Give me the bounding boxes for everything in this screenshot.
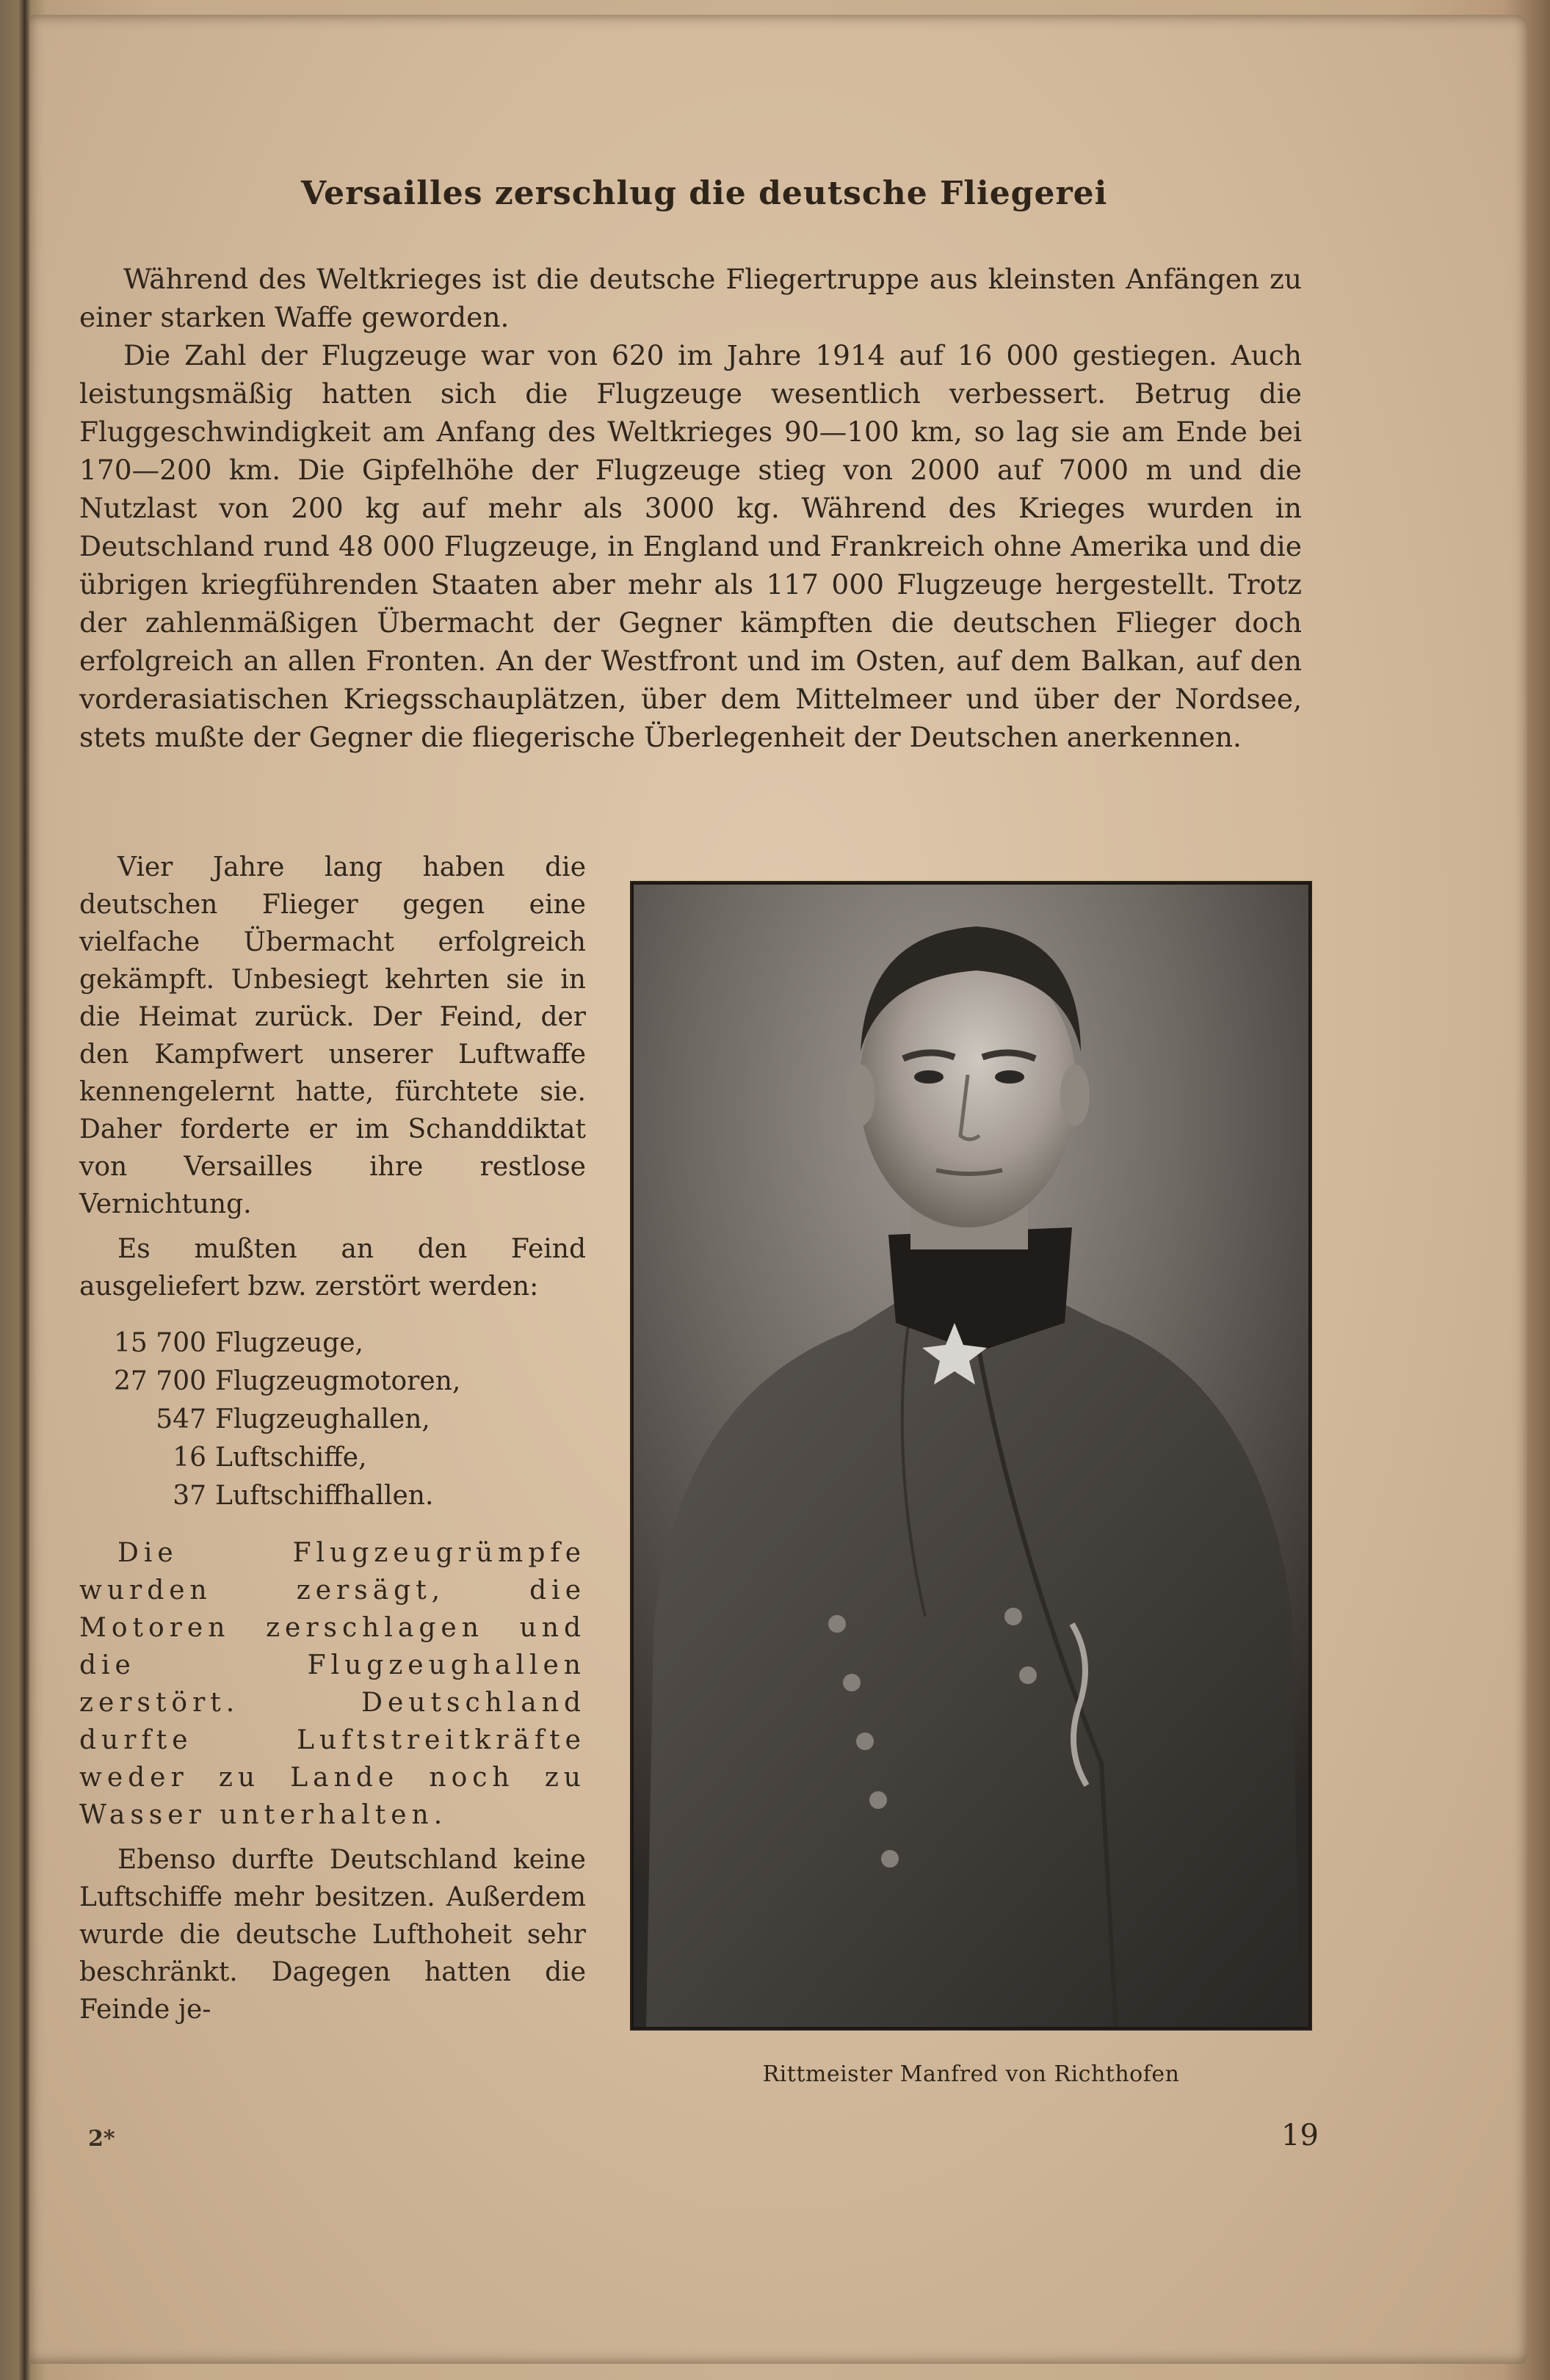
list-item xyxy=(79,1324,586,1363)
list-item xyxy=(79,1439,586,1477)
destruction-list xyxy=(79,1324,586,1515)
left-paragraph-3: Die Flugzeugrümpfe wurden zersägt, die Motoren zerschlagen und die Flugzeughallen zerstört. Deutschland durfte Luftstreitkräfte weder zu Lande noch zu Wasser unterhalten. xyxy=(79,1538,586,1830)
list-item xyxy=(79,1401,586,1439)
intro-paragraph-2: Die Zahl der Flugzeuge war von 620 im Jahre 1914 auf 16 000 gestiegen. Auch leistungsmäßig hatten sich die Flugzeuge wesentlich verbessert. Betrug die Fluggeschwindigkeit am Anfang des Weltkrieges 90—100 km, so lag sie am Ende bei 170—200 km. Die Gipfelhöhe der Flugzeuge stieg von 2000 auf 7000 m und die Nutzlast von 200 kg auf mehr als 3000 kg. Während des Krieges wurden in Deutschland rund 48 000 Flugzeuge, in England und Frankreich ohne Amerika und die übrigen kriegführenden Staaten aber mehr als 117 000 Flugzeuge hergestellt. Trotz der zahlenmäßigen Übermacht der Gegner kämpften die deutschen Flieger doch erfolgreich an allen Fronten. An der Westfront und im Osten, auf dem Balkan, auf den vorderasiatischen Kriegsschauplätzen, über dem Mittelmeer und über der Nordsee, stets mußte der Gegner die fliegerische Überlegenheit der Deutschen anerkennen. xyxy=(79,339,1302,753)
page-title: Versailles zerschlug die deutsche Fliegerei xyxy=(301,175,1108,212)
left-paragraph-4: Ebenso durfte Deutschland keine Luftschiffe mehr besitzen. Außerdem wurde die deutsche Lufthoheit sehr beschränkt. Dagegen hatten die Feinde je- xyxy=(79,1845,586,2025)
list-item-number: 547 xyxy=(156,1404,206,1434)
list-item-number: 37 xyxy=(173,1481,206,1511)
list-item-label: Luftschiffe, xyxy=(215,1443,367,1473)
left-paragraph-1: Vier Jahre lang haben die deutschen Flieger gegen eine vielfache Übermacht erfolgreich gekämpft. Unbesiegt kehrten sie in die Heimat zurück. Der Feind, der den Kampfwert unserer Luftwaffe kennengelernt hatte, fürchtete sie. Daher forderte er im Schanddiktat von Versailles ihre restlose Vernichtung. xyxy=(79,852,586,1219)
portrait-photo xyxy=(631,882,1311,2029)
signature-mark: 2* xyxy=(88,2126,115,2152)
list-item-number: 16 xyxy=(173,1443,206,1473)
intro-text-block xyxy=(79,260,1302,756)
page-number: 19 xyxy=(1281,2119,1319,2152)
list-item-label: Luftschiffhallen. xyxy=(215,1481,434,1511)
list-item xyxy=(79,1477,586,1515)
photo-caption: Rittmeister Manfred von Richthofen xyxy=(762,2061,1180,2087)
list-item-number: 27 700 xyxy=(114,1366,206,1396)
list-item-label: Flugzeuge, xyxy=(215,1328,363,1358)
left-paragraph-2: Es mußten an den Feind ausgeliefert bzw. zerstört werden: xyxy=(79,1234,586,1302)
intro-paragraph-1: Während des Weltkrieges ist die deutsche Fliegertruppe aus kleinsten Anfängen zu einer starken Waffe geworden. xyxy=(79,263,1302,333)
list-item xyxy=(79,1363,586,1401)
left-column-text xyxy=(79,849,586,2036)
list-item-label: Flugzeugmotoren, xyxy=(215,1366,461,1396)
list-item-number: 15 700 xyxy=(114,1328,206,1358)
list-item-label: Flugzeughallen, xyxy=(215,1404,430,1434)
portrait-illustration xyxy=(631,882,1311,2029)
